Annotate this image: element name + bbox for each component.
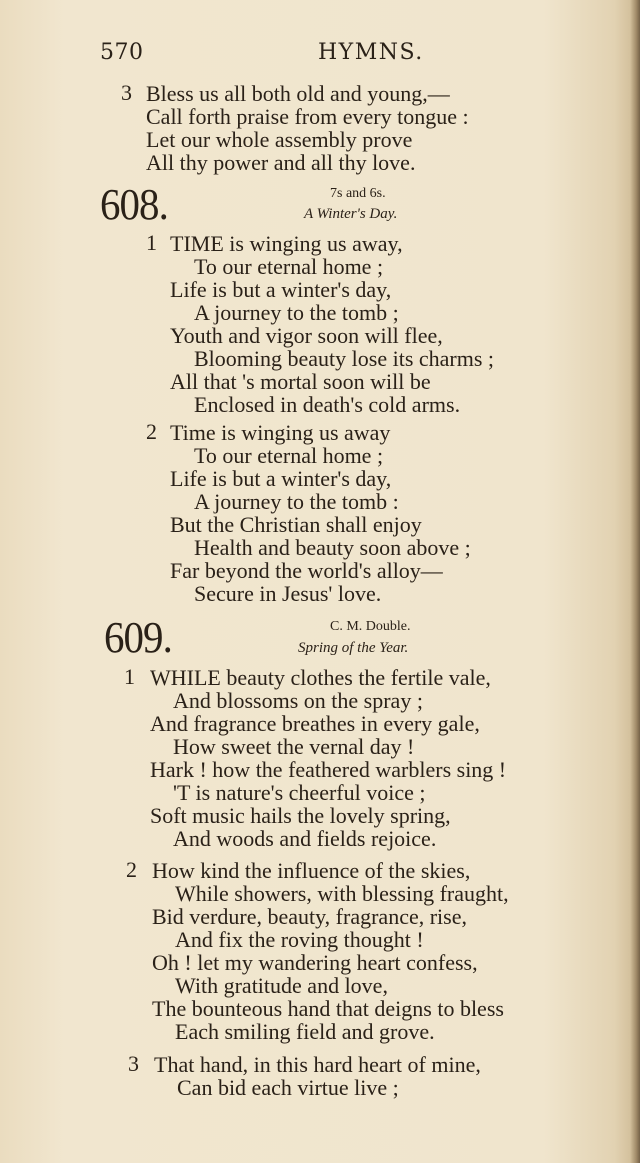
verse-line: To our eternal home ; — [194, 254, 384, 279]
verse-line: Life is but a winter's day, — [170, 466, 392, 491]
verse-line: Can bid each virtue live ; — [177, 1075, 399, 1100]
verse-line: Let our whole assembly prove — [146, 127, 413, 152]
page-edge-shadow — [630, 0, 640, 1163]
verse-line: Bid verdure, beauty, fragrance, rise, — [152, 904, 467, 929]
verse-line: Youth and vigor soon will flee, — [170, 323, 443, 348]
verse-line: With gratitude and love, — [175, 973, 388, 998]
running-title: HYMNS. — [318, 40, 424, 65]
page-number: 570 — [100, 40, 144, 65]
hymn-meter: C. M. Double. — [330, 619, 411, 634]
verse-line: Life is but a winter's day, — [170, 277, 392, 302]
verse-number: 2 — [126, 857, 137, 882]
verse-number: 1 — [124, 664, 135, 689]
hymn-number: 608. — [100, 180, 168, 229]
verse-line: How sweet the vernal day ! — [173, 734, 415, 759]
verse-number: 1 — [146, 230, 157, 255]
verse-line: Bless us all both old and young,— — [146, 81, 450, 106]
verse-number: 3 — [128, 1051, 139, 1076]
verse-line: 'T is nature's cheerful voice ; — [173, 780, 426, 805]
verse-line: All thy power and all thy love. — [146, 150, 416, 175]
verse-line: And fragrance breathes in every gale, — [150, 711, 480, 736]
verse-number: 3 — [121, 80, 132, 105]
verse-line: Health and beauty soon above ; — [194, 535, 471, 560]
verse-line: Time is winging us away — [170, 420, 391, 445]
verse-line: While showers, with blessing fraught, — [175, 881, 509, 906]
verse-line: Hark ! how the feathered warblers sing ! — [150, 757, 507, 782]
hymn-meter: 7s and 6s. — [330, 186, 386, 201]
verse-line: Enclosed in death's cold arms. — [194, 392, 461, 417]
verse-line: The bounteous hand that deigns to bless — [152, 996, 504, 1021]
verse-line: Each smiling field and grove. — [175, 1019, 435, 1044]
verse-line: TIME is winging us away, — [170, 231, 403, 256]
verse-line: That hand, in this hard heart of mine, — [154, 1052, 481, 1077]
verse-line: Blooming beauty lose its charms ; — [194, 346, 495, 371]
verse-line: Call forth praise from every tongue : — [146, 104, 469, 129]
verse-line: Far beyond the world's alloy— — [170, 558, 443, 583]
verse-line: A journey to the tomb : — [194, 489, 399, 514]
verse-number: 2 — [146, 419, 157, 444]
verse-line: How kind the influence of the skies, — [152, 858, 471, 883]
verse-line: And woods and fields rejoice. — [173, 826, 437, 851]
hymn-title: Spring of the Year. — [298, 640, 409, 656]
hymn-number: 609. — [104, 613, 172, 662]
verse-line: WHILE beauty clothes the fertile vale, — [150, 665, 491, 690]
verse-line: To our eternal home ; — [194, 443, 384, 468]
verse-line: A journey to the tomb ; — [194, 300, 399, 325]
hymn-title: A Winter's Day. — [304, 206, 398, 222]
verse-line: And blossoms on the spray ; — [173, 688, 423, 713]
verse-line: Soft music hails the lovely spring, — [150, 803, 451, 828]
verse-line: But the Christian shall enjoy — [170, 512, 422, 537]
verse-line: All that 's mortal soon will be — [170, 369, 431, 394]
verse-line: And fix the roving thought ! — [175, 927, 424, 952]
verse-line: Oh ! let my wandering heart confess, — [152, 950, 478, 975]
verse-line: Secure in Jesus' love. — [194, 581, 382, 606]
